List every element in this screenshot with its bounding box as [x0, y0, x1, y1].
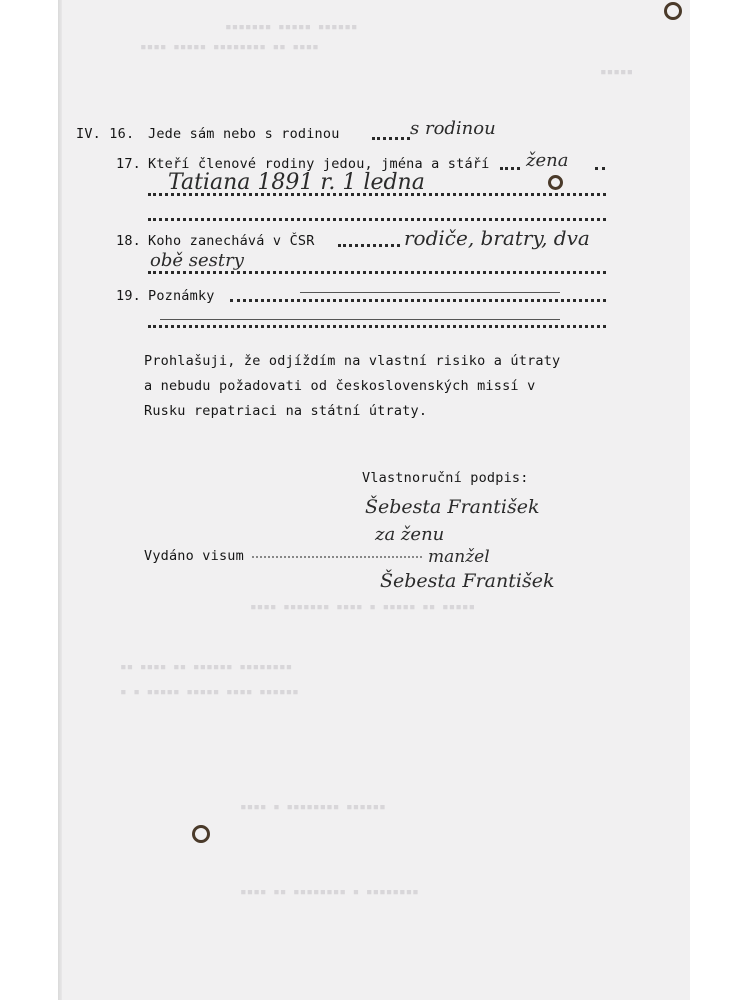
item-prefix: IV. 16.: [76, 126, 135, 142]
pen-stroke: [300, 292, 560, 293]
punch-hole: [192, 825, 210, 843]
bleed-through-text: ▪ ▪ ▪▪▪▪▪ ▪▪▪▪▪ ▪▪▪▪ ▪▪▪▪▪▪: [120, 685, 299, 698]
bleed-through-text: ▪▪ ▪▪▪▪ ▪▪ ▪▪▪▪▪▪ ▪▪▪▪▪▪▪▪: [120, 660, 293, 673]
dotted-fill-line: [148, 218, 606, 221]
handwritten-answer-continued: obě sestry: [150, 250, 244, 271]
dotted-fill-line: [595, 167, 605, 170]
declaration-line: Rusku repatriaci na státní útraty.: [144, 403, 428, 419]
dotted-fill-line: [148, 325, 606, 328]
dotted-fill-line: [500, 167, 520, 170]
bleed-through-text: ▪▪▪▪ ▪▪▪▪▪▪▪ ▪▪▪▪ ▪ ▪▪▪▪▪ ▪▪ ▪▪▪▪▪: [250, 600, 476, 613]
handwritten-signature: Šebesta František: [380, 570, 555, 592]
dotted-fill-line: [372, 137, 410, 140]
signature-label: Vlastnoruční podpis:: [362, 470, 529, 486]
punch-hole: [548, 175, 563, 190]
handwritten-answer-continued: Tatiana 1891 r. 1 ledna: [168, 170, 425, 195]
item-prefix: 18.: [116, 233, 141, 249]
item-label: Poznámky: [148, 288, 215, 304]
item-label: Koho zanechává v ČSR: [148, 233, 315, 249]
bleed-through-text: ▪▪▪▪▪▪▪ ▪▪▪▪▪ ▪▪▪▪▪▪: [225, 20, 358, 33]
handwritten-answer: žena: [526, 150, 569, 171]
item-label: Jede sám nebo s rodinou: [148, 126, 340, 142]
item-prefix: 17.: [116, 156, 141, 172]
handwritten-note: manžel: [428, 547, 490, 567]
item-prefix: 19.: [116, 288, 141, 304]
bleed-through-text: ▪▪▪▪ ▪▪▪▪▪ ▪▪▪▪▪▪▪▪ ▪▪ ▪▪▪▪: [140, 40, 319, 53]
handwritten-answer: rodiče, bratry, dva: [404, 226, 590, 250]
bleed-through-text: ▪▪▪▪ ▪▪ ▪▪▪▪▪▪▪▪ ▪ ▪▪▪▪▪▪▪▪: [240, 885, 419, 898]
dotted-fill-line: [230, 299, 606, 302]
pen-stroke: [160, 319, 560, 320]
dotted-fill-line: [338, 244, 400, 247]
bleed-through-text: ▪▪▪▪▪: [600, 65, 634, 78]
handwritten-note: za ženu: [375, 524, 445, 545]
handwritten-signature: Šebesta František: [365, 496, 540, 518]
declaration-line: a nebudu požadovati od československých missí v: [144, 378, 536, 394]
visum-label: Vydáno visum: [144, 548, 244, 564]
handwritten-answer: s rodinou: [410, 118, 496, 139]
item-label: Kteří členové rodiny jedou, jména a stáří: [148, 156, 490, 172]
punch-hole: [664, 2, 682, 20]
dotted-fill-line: [252, 556, 422, 558]
declaration-line: Prohlašuji, že odjíždím na vlastní risiko a útraty: [144, 353, 561, 369]
bleed-through-text: ▪▪▪▪ ▪ ▪▪▪▪▪▪▪▪ ▪▪▪▪▪▪: [240, 800, 386, 813]
dotted-fill-line: [148, 271, 606, 274]
